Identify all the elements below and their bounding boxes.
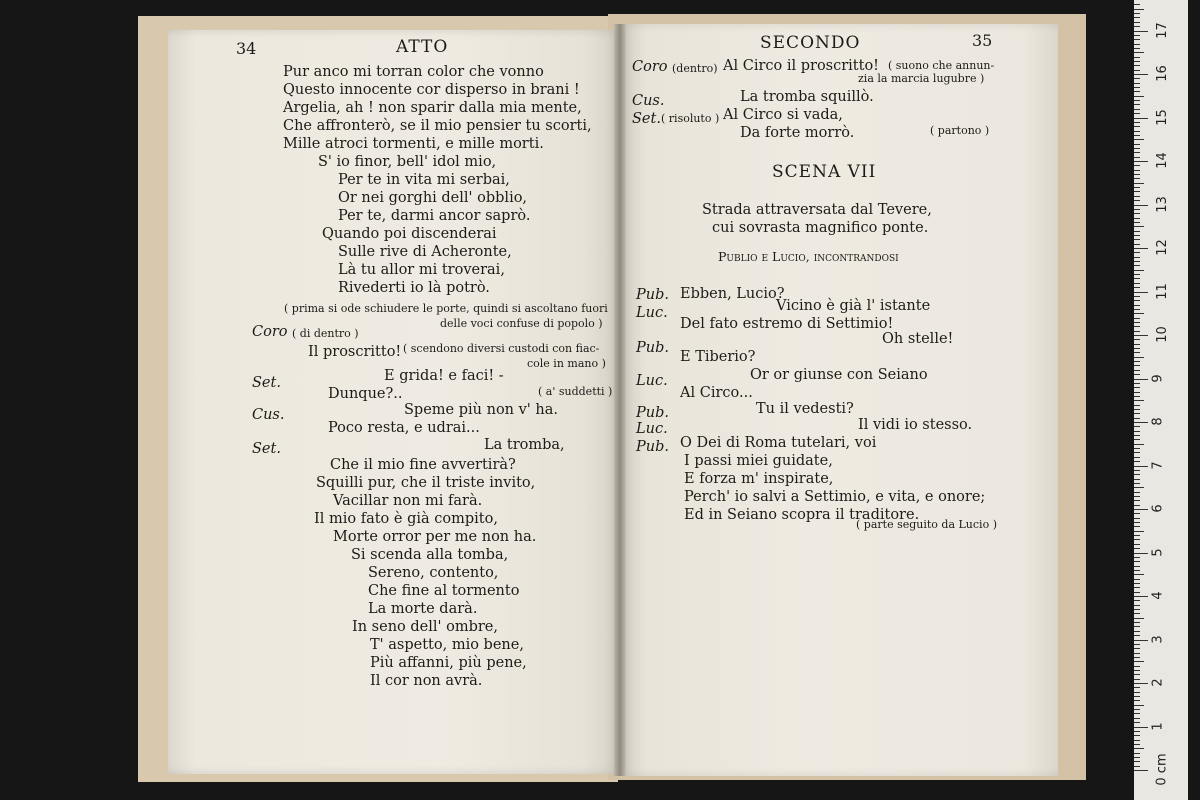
ruler-tick — [1134, 344, 1140, 345]
ruler-tick — [1134, 622, 1140, 623]
ruler-tick — [1134, 83, 1140, 84]
verse-line: Mille atroci tormenti, e mille morti. — [283, 136, 544, 152]
ruler-tick — [1134, 9, 1144, 10]
ruler-tick — [1134, 218, 1140, 219]
ruler-tick — [1134, 292, 1148, 293]
verse-line: Il mio fato è già compito, — [314, 511, 498, 527]
ruler-tick — [1134, 466, 1148, 467]
ruler-tick — [1134, 635, 1140, 636]
verse-line: Sulle rive di Acheronte, — [338, 244, 512, 260]
verse-line: Rivederti io là potrò. — [338, 280, 490, 296]
speaker-label: Set. — [252, 375, 281, 391]
verse-line: La morte darà. — [368, 601, 478, 617]
ruler-tick — [1134, 274, 1140, 275]
ruler-tick — [1134, 39, 1140, 40]
verse-line: Sereno, contento, — [368, 565, 499, 581]
ruler-tick — [1134, 518, 1140, 519]
dialogue-line: Speme più non v' ha. — [404, 402, 558, 418]
ruler-tick — [1134, 261, 1140, 262]
ruler-tick — [1134, 666, 1140, 667]
ruler-tick — [1134, 444, 1144, 445]
measuring-ruler — [1134, 0, 1188, 800]
ruler-tick — [1134, 548, 1140, 549]
dialogue-line: Il vidi io stesso. — [858, 417, 973, 433]
dialogue-line: E Tiberio? — [680, 349, 756, 365]
ruler-tick — [1134, 131, 1140, 132]
ruler-tick — [1134, 674, 1140, 675]
dialogue-line: Vicino è già l' istante — [776, 298, 931, 314]
speaker-label: Cus. — [632, 93, 665, 109]
ruler-tick — [1134, 135, 1140, 136]
stage-direction: ( a' suddetti ) — [538, 385, 613, 398]
ruler-tick — [1134, 566, 1140, 567]
verse-line: In seno dell' ombre, — [352, 619, 498, 635]
ruler-tick — [1134, 322, 1140, 323]
ruler-tick — [1134, 113, 1140, 114]
ruler-tick — [1134, 104, 1140, 105]
ruler-tick — [1134, 239, 1140, 240]
ruler-tick — [1134, 152, 1140, 153]
dialogue-line: La tromba squillò. — [740, 89, 874, 105]
stage-direction: ( parte seguito da Lucio ) — [856, 518, 997, 531]
stage-direction: ( partono ) — [930, 124, 990, 137]
ruler-tick — [1134, 139, 1144, 140]
verse-line: Perch' io salvi a Settimio, e vita, e onore; — [684, 489, 986, 505]
ruler-tick — [1134, 731, 1140, 732]
ruler-tick — [1134, 505, 1140, 506]
ruler-tick — [1134, 722, 1140, 723]
speaker-label: Set. — [632, 111, 661, 127]
ruler-tick — [1134, 670, 1140, 671]
ruler-tick — [1134, 109, 1140, 110]
stage-direction: ( scendono diversi custodi con fiac- — [403, 342, 600, 355]
right-page-number: 35 — [972, 31, 993, 50]
ruler-tick — [1134, 761, 1140, 762]
ruler-tick — [1134, 226, 1144, 227]
dialogue-line: La tromba, — [484, 437, 565, 453]
ruler-tick — [1134, 392, 1140, 393]
stage-direction: delle voci confuse di popolo ) — [440, 317, 603, 330]
ruler-tick — [1134, 470, 1140, 471]
ruler-tick — [1134, 461, 1140, 462]
ruler-tick — [1134, 405, 1140, 406]
ruler-label: 9 — [1150, 373, 1166, 383]
ruler-tick — [1134, 644, 1140, 645]
speaker-label: Luc. — [636, 421, 668, 437]
speaker-label: Luc. — [636, 305, 668, 321]
ruler-tick — [1134, 479, 1140, 480]
ruler-tick — [1134, 170, 1140, 171]
ruler-tick — [1134, 70, 1140, 71]
speaker-label: Coro — [252, 324, 288, 340]
ruler-tick — [1134, 200, 1140, 201]
ruler-tick — [1134, 278, 1140, 279]
ruler-tick — [1134, 100, 1140, 101]
ruler-tick — [1134, 513, 1140, 514]
ruler-tick — [1134, 740, 1140, 741]
ruler-tick — [1134, 178, 1140, 179]
ruler-tick — [1134, 539, 1140, 540]
ruler-tick — [1134, 161, 1148, 162]
ruler-tick — [1134, 570, 1140, 571]
ruler-label: 11 — [1154, 282, 1170, 300]
stage-direction: ( prima si ode schiudere le porte, quindi si ascoltano fuori — [284, 302, 608, 315]
ruler-tick — [1134, 544, 1140, 545]
verse-line: Or nei gorghi dell' obblio, — [338, 190, 528, 206]
ruler-tick — [1134, 365, 1140, 366]
speaker-label: Pub. — [636, 287, 669, 303]
ruler-tick — [1134, 174, 1140, 175]
scene-description: cui sovrasta magnifico ponte. — [712, 220, 929, 236]
verse-line: Per te, darmi ancor saprò. — [338, 208, 531, 224]
ruler-tick — [1134, 561, 1140, 562]
ruler-tick — [1134, 374, 1140, 375]
dialogue-line: Poco resta, e udrai... — [328, 420, 480, 436]
ruler-label: 2 — [1150, 678, 1166, 687]
dialogue-line: Al Circo si vada, — [723, 107, 843, 123]
ruler-tick — [1134, 165, 1140, 166]
verse-line: Più affanni, più pene, — [370, 655, 527, 671]
verse-line: Si scenda alla tomba, — [351, 547, 509, 563]
ruler-tick — [1134, 600, 1140, 601]
ruler-tick — [1134, 718, 1140, 719]
dialogue-line: Or or giunse con Seiano — [750, 367, 928, 383]
ruler-tick — [1134, 522, 1140, 523]
ruler-tick — [1134, 496, 1140, 497]
ruler-tick — [1134, 492, 1140, 493]
verse-line: Squilli pur, che il triste invito, — [316, 475, 536, 491]
ruler-label: 12 — [1154, 239, 1170, 256]
stage-direction: ( suono che annun- — [888, 59, 995, 72]
ruler-tick — [1134, 679, 1140, 680]
ruler-tick — [1134, 757, 1140, 758]
ruler-tick — [1134, 309, 1140, 310]
stage-direction: ( di dentro ) — [292, 327, 359, 340]
left-page-number: 34 — [236, 39, 257, 58]
ruler-tick — [1134, 683, 1148, 684]
stage-direction: (dentro) — [672, 62, 718, 75]
ruler-tick — [1134, 409, 1140, 410]
ruler-tick — [1134, 48, 1140, 49]
ruler-tick — [1134, 287, 1140, 288]
verse-line: Argelia, ah ! non sparir dalla mia mente, — [283, 100, 582, 116]
ruler-tick — [1134, 187, 1140, 188]
ruler-tick — [1134, 753, 1140, 754]
dialogue-line: Oh stelle! — [882, 331, 954, 347]
ruler-tick — [1134, 609, 1140, 610]
ruler-label: 3 — [1150, 634, 1166, 644]
ruler-tick — [1134, 348, 1140, 349]
ruler-tick — [1134, 579, 1140, 580]
ruler-tick — [1134, 257, 1140, 258]
ruler-tick — [1134, 231, 1140, 232]
verse-line: Che il mio fine avvertirà? — [330, 457, 516, 473]
ruler-tick — [1134, 209, 1140, 210]
ruler-tick — [1134, 91, 1140, 92]
verse-line: Che affronterò, se il mio pensier tu scorti, — [283, 118, 592, 134]
ruler-label: 8 — [1150, 417, 1166, 426]
ruler-tick — [1134, 213, 1140, 214]
ruler-tick — [1134, 35, 1140, 36]
verse-line: Per te in vita mi serbai, — [338, 172, 510, 188]
ruler-tick — [1134, 452, 1140, 453]
verse-line: Là tu allor mi troverai, — [338, 262, 505, 278]
ruler-tick — [1134, 705, 1144, 706]
ruler-label: 17 — [1154, 21, 1170, 39]
ruler-tick — [1134, 122, 1140, 123]
ruler-tick — [1134, 383, 1140, 384]
ruler-tick — [1134, 487, 1144, 488]
verse-line: I passi miei guidate, — [684, 453, 833, 469]
ruler-tick — [1134, 483, 1140, 484]
ruler-tick — [1134, 352, 1140, 353]
characters-line: Publio e Lucio, incontrandosi — [718, 249, 899, 264]
ruler-tick — [1134, 370, 1140, 371]
speaker-label: Pub. — [636, 340, 669, 356]
ruler-tick — [1134, 396, 1140, 397]
ruler-tick — [1134, 509, 1148, 510]
ruler-tick — [1134, 205, 1148, 206]
dialogue-line: Del fato estremo di Settimio! — [680, 316, 894, 332]
ruler-tick — [1134, 596, 1148, 597]
speaker-label: Luc. — [636, 373, 668, 389]
dialogue-line: Ebben, Lucio? — [680, 286, 785, 302]
ruler-label: 13 — [1154, 195, 1170, 213]
ruler-tick — [1134, 148, 1140, 149]
stage-direction: cole in mano ) — [527, 357, 606, 370]
ruler-label: 16 — [1154, 65, 1170, 82]
ruler-tick — [1134, 692, 1140, 693]
ruler-tick — [1134, 618, 1144, 619]
ruler-tick — [1134, 361, 1140, 362]
ruler-label: 7 — [1150, 460, 1166, 470]
ruler-tick — [1134, 661, 1144, 662]
ruler-tick — [1134, 626, 1140, 627]
ruler-tick — [1134, 222, 1140, 223]
ruler-tick — [1134, 357, 1144, 358]
ruler-tick — [1134, 61, 1140, 62]
ruler-tick — [1134, 318, 1140, 319]
ruler-tick — [1134, 144, 1140, 145]
verse-line: E forza m' inspirate, — [684, 471, 834, 487]
ruler-tick — [1134, 26, 1140, 27]
ruler-tick — [1134, 574, 1144, 575]
ruler-tick — [1134, 613, 1140, 614]
ruler-tick — [1134, 426, 1140, 427]
ruler-tick — [1134, 422, 1148, 423]
ruler-tick — [1134, 31, 1148, 32]
ruler-tick — [1134, 448, 1140, 449]
ruler-label: 15 — [1154, 108, 1170, 126]
ruler-tick — [1134, 748, 1144, 749]
ruler-tick — [1134, 57, 1140, 58]
ruler-tick — [1134, 335, 1148, 336]
ruler-label: 14 — [1154, 152, 1170, 169]
verse-line: Pur anco mi torran color che vonno — [283, 64, 544, 80]
speaker-label: Pub. — [636, 405, 669, 421]
ruler-tick — [1134, 22, 1140, 23]
ruler-tick — [1134, 87, 1140, 88]
ruler-label: 5 — [1150, 547, 1166, 557]
ruler-tick — [1134, 248, 1148, 249]
ruler-tick — [1134, 196, 1140, 197]
ruler-label: 10 — [1154, 326, 1170, 343]
scene-title: SCENA VII — [772, 162, 877, 182]
ruler-label: 6 — [1150, 504, 1166, 513]
ruler-tick — [1134, 648, 1140, 649]
ruler-tick — [1134, 44, 1140, 45]
ruler-tick — [1134, 157, 1140, 158]
ruler-tick — [1134, 13, 1140, 14]
ruler-tick — [1134, 766, 1140, 767]
ruler-tick — [1134, 78, 1140, 79]
ruler-tick — [1134, 296, 1140, 297]
ruler-tick — [1134, 700, 1140, 701]
ruler-tick — [1134, 413, 1140, 414]
ruler-tick — [1134, 531, 1144, 532]
ruler-tick — [1134, 52, 1144, 53]
dialogue-line: O Dei di Roma tutelari, voi — [680, 435, 877, 451]
verse-line: Quando poi discenderai — [322, 226, 497, 242]
ruler-tick — [1134, 553, 1148, 554]
verse-line: S' io finor, bell' idol mio, — [318, 154, 497, 170]
ruler-tick — [1134, 435, 1140, 436]
ruler-tick — [1134, 431, 1140, 432]
ruler-tick — [1134, 252, 1140, 253]
ruler-tick — [1134, 418, 1140, 419]
ruler-tick — [1134, 379, 1148, 380]
ruler-tick — [1134, 283, 1140, 284]
book-gutter — [614, 24, 626, 776]
ruler-tick — [1134, 592, 1140, 593]
right-running-head: SECONDO — [760, 33, 861, 53]
verse-line: Vacillar non mi farà. — [333, 493, 483, 509]
verse-line: Il cor non avrà. — [370, 673, 483, 689]
dialogue-line: Il proscritto! — [308, 344, 402, 360]
ruler-tick — [1134, 713, 1140, 714]
left-running-head: ATTO — [396, 37, 449, 57]
ruler-tick — [1134, 587, 1140, 588]
ruler-tick — [1134, 126, 1140, 127]
dialogue-line: Al Circo... — [680, 385, 753, 401]
ruler-tick — [1134, 118, 1148, 119]
ruler-tick — [1134, 191, 1140, 192]
ruler-tick — [1134, 535, 1140, 536]
verse-line: T' aspetto, mio bene, — [370, 637, 524, 653]
ruler-tick — [1134, 96, 1144, 97]
ruler-tick — [1134, 657, 1140, 658]
dialogue-line: Da forte morrò. — [740, 125, 855, 141]
ruler-tick — [1134, 770, 1148, 771]
speaker-label: Pub. — [636, 439, 669, 455]
ruler-tick — [1134, 400, 1144, 401]
ruler-tick — [1134, 557, 1140, 558]
scene-description: Strada attraversata dal Tevere, — [702, 202, 932, 218]
verse-line: Questo innocente cor disperso in brani ! — [283, 82, 580, 98]
ruler-tick — [1134, 326, 1140, 327]
ruler-label: 1 — [1150, 721, 1166, 731]
ruler-tick — [1134, 270, 1144, 271]
ruler-tick — [1134, 500, 1140, 501]
ruler-tick — [1134, 709, 1140, 710]
ruler-tick — [1134, 640, 1148, 641]
speaker-label: Coro — [632, 59, 668, 75]
speaker-label: Cus. — [252, 407, 285, 423]
ruler-tick — [1134, 526, 1140, 527]
ruler-tick — [1134, 696, 1140, 697]
ruler-tick — [1134, 300, 1140, 301]
dialogue-line: Tu il vedesti? — [756, 401, 854, 417]
dialogue-line: Dunque?.. — [328, 386, 403, 402]
verse-line: Ed in Seiano scopra il traditore. — [684, 507, 920, 523]
ruler-tick — [1134, 653, 1140, 654]
ruler-tick — [1134, 235, 1140, 236]
speaker-label: Set. — [252, 441, 281, 457]
ruler-tick — [1134, 305, 1140, 306]
verse-line: Che fine al tormento — [368, 583, 520, 599]
ruler-tick — [1134, 735, 1140, 736]
ruler-tick — [1134, 244, 1140, 245]
ruler-tick — [1134, 183, 1144, 184]
ruler-tick — [1134, 583, 1140, 584]
ruler-tick — [1134, 339, 1140, 340]
ruler-tick — [1134, 331, 1140, 332]
ruler-tick — [1134, 727, 1148, 728]
ruler-tick — [1134, 631, 1140, 632]
ruler-tick — [1134, 4, 1140, 5]
ruler-label: 4 — [1150, 591, 1166, 600]
dialogue-line: E grida! e faci! - — [384, 368, 504, 384]
ruler-tick — [1134, 74, 1148, 75]
ruler-label: 0 cm — [1154, 753, 1170, 786]
ruler-tick — [1134, 265, 1140, 266]
ruler-tick — [1134, 439, 1140, 440]
ruler-tick — [1134, 457, 1140, 458]
ruler-tick — [1134, 605, 1140, 606]
ruler-tick — [1134, 313, 1144, 314]
ruler-tick — [1134, 387, 1140, 388]
dialogue-line: Al Circo il proscritto! — [723, 58, 880, 74]
stage-direction: zia la marcia lugubre ) — [858, 72, 985, 85]
ruler-tick — [1134, 744, 1140, 745]
ruler-tick — [1134, 17, 1140, 18]
ruler-tick — [1134, 687, 1140, 688]
stage-direction: ( risoluto ) — [661, 112, 720, 125]
ruler-tick — [1134, 474, 1140, 475]
ruler-tick — [1134, 65, 1140, 66]
verse-line: Morte orror per me non ha. — [333, 529, 537, 545]
